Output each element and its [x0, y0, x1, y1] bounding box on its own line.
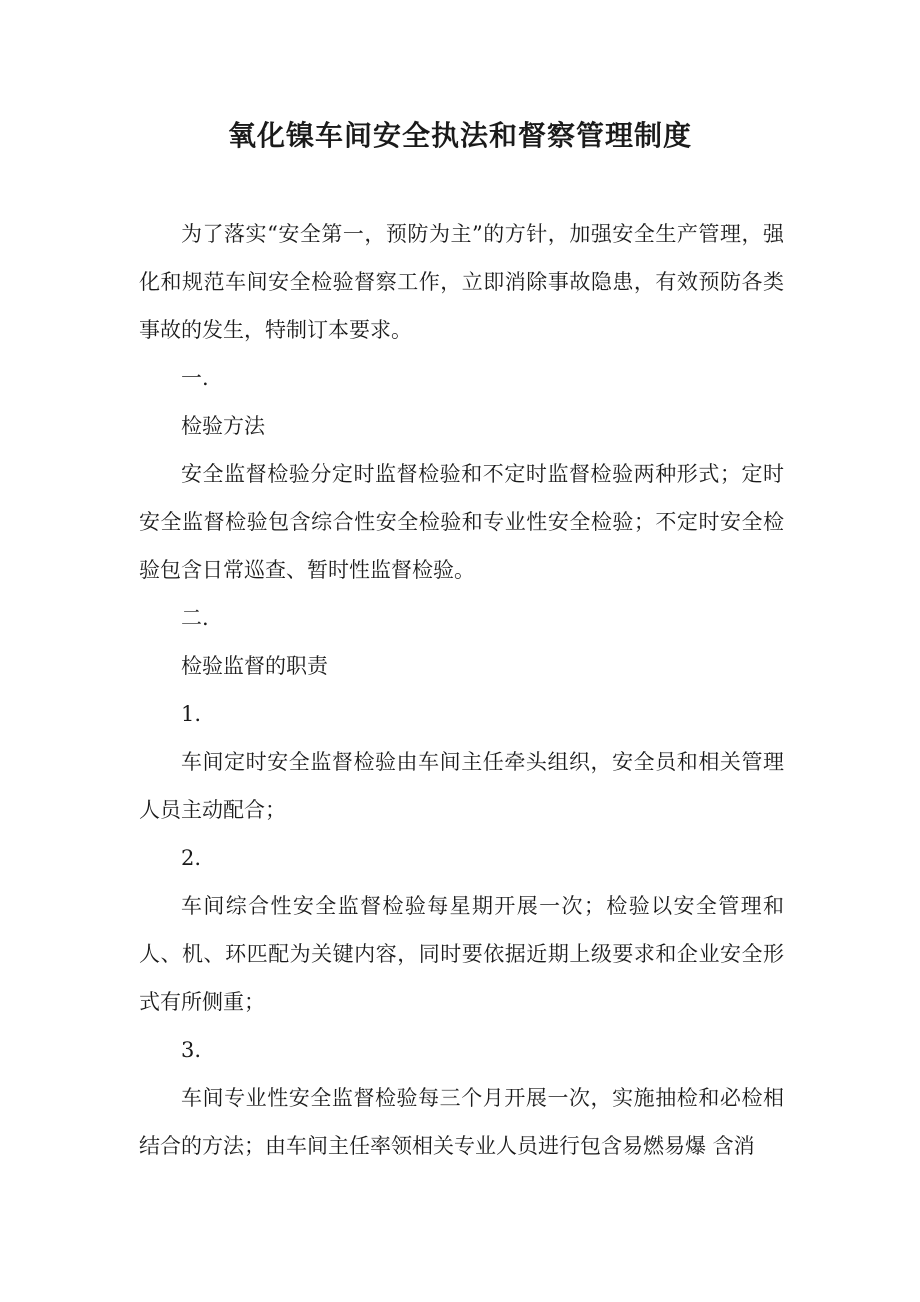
section-number: 二.	[181, 606, 209, 630]
item-number: 3.	[181, 1038, 202, 1062]
item-number: 1.	[181, 702, 202, 726]
paragraph: 安全监督检验分定时监督检验和不定时监督检验两种形式；定时安全监督检验包含综合性安全检验和专业性安全检验；不定时安全检验包含日常巡查、暂时性监督检验。	[139, 462, 784, 582]
section-heading: 检验方法	[181, 414, 265, 438]
paragraph: 为了落实“安全第一，预防为主”的方针，加强安全生产管理，强化和规范车间安全检验督察工作，立即消除事故隐患，有效预防各类事故的发生，特制订本要求。	[139, 222, 784, 342]
paragraph: 车间综合性安全监督检验每星期开展一次；检验以安全管理和人、机、环匹配为关键内容，同时要依据近期上级要求和企业安全形式有所侧重；	[139, 894, 784, 1014]
item-number: 2.	[181, 846, 202, 870]
document-body	[139, 210, 784, 1170]
section-heading: 检验监督的职责	[181, 654, 328, 678]
section-number: 一.	[181, 366, 209, 390]
document-title: 氧化镍车间安全执法和督察管理制度	[227, 119, 692, 152]
paragraph: 车间定时安全监督检验由车间主任牵头组织，安全员和相关管理人员主动配合；	[139, 750, 784, 822]
paragraph: 车间专业性安全监督检验每三个月开展一次，实施抽检和必检相结合的方法；由车间主任率领相关专业人员进行包含易燃易爆 含消	[139, 1086, 784, 1158]
